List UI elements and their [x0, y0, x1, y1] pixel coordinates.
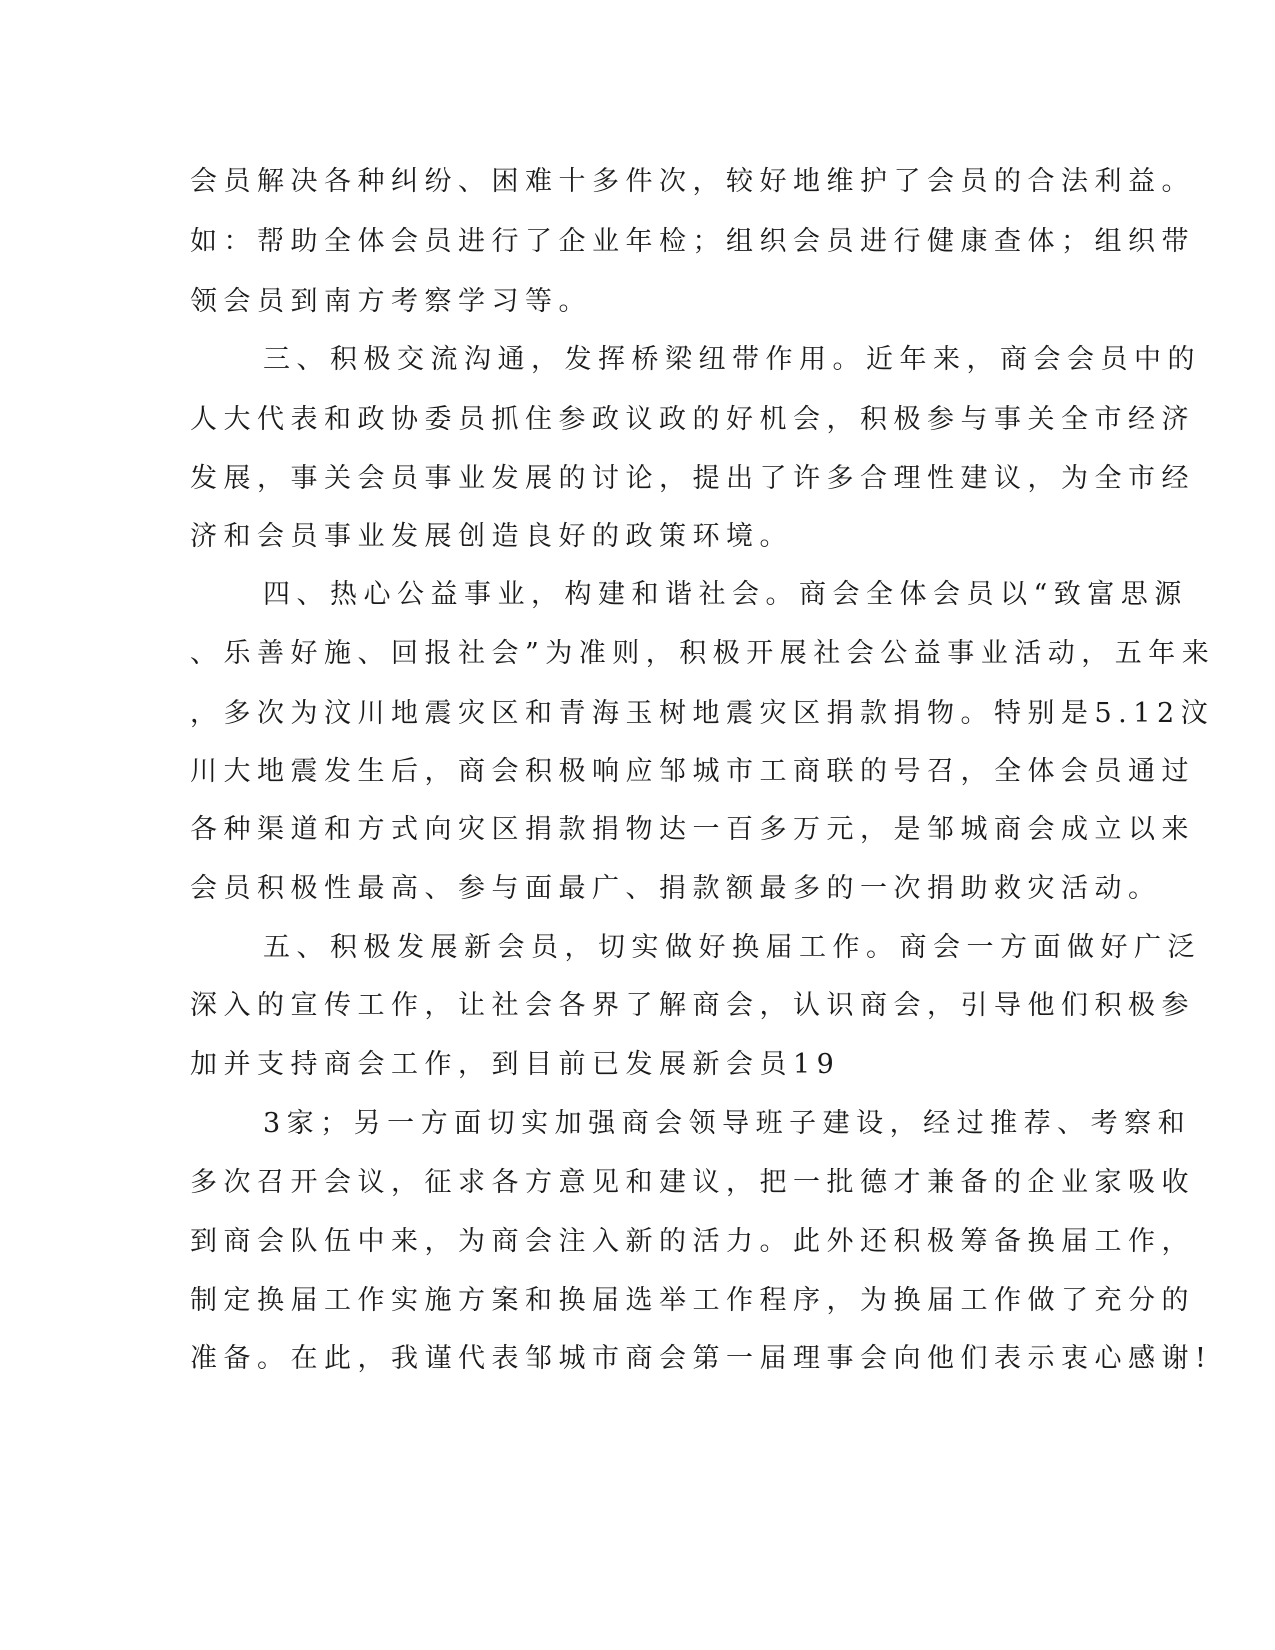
paragraph-5-start: 五、积极发展新会员，切实做好换届工作。商会一方面做好广泛 [263, 932, 1201, 963]
text-line: 多次召开会议，征求各方意见和建议，把一批德才兼备的企业家吸收 [190, 1167, 1195, 1198]
paragraph-3-start: 三、积极交流沟通，发挥桥梁纽带作用。近年来，商会会员中的 [263, 344, 1201, 375]
text-line: 、乐善好施、回报社会”为准则，积极开展社会公益事业活动，五年来 [190, 638, 1216, 669]
text-line: 济和会员事业发展创造良好的政策环境。 [190, 521, 793, 552]
text-line: 人大代表和政协委员抓住参政议政的好机会，积极参与事关全市经济 [190, 404, 1195, 435]
paragraph-4-start: 四、热心公益事业，构建和谐社会。商会全体会员以“致富思源 [263, 579, 1188, 610]
text-line: 深入的宣传工作，让社会各界了解商会，认识商会，引导他们积极参 [190, 990, 1195, 1021]
text-line: 加并支持商会工作，到目前已发展新会员19 [190, 1049, 841, 1080]
text-line: 会员积极性最高、参与面最广、捐款额最多的一次捐助救灾活动。 [190, 873, 1162, 904]
text-line: 到商会队伍中来，为商会注入新的活力。此外还积极筹备换届工作， [190, 1226, 1195, 1257]
text-line: 制定换届工作实施方案和换届选举工作程序，为换届工作做了充分的 [190, 1285, 1195, 1316]
text-line: 如：帮助全体会员进行了企业年检；组织会员进行健康查体；组织带 [190, 226, 1195, 257]
text-line: 川大地震发生后，商会积极响应邹城市工商联的号召，全体会员通过 [190, 756, 1195, 787]
text-line: 领会员到南方考察学习等。 [190, 286, 592, 317]
text-line: ，多次为汶川地震灾区和青海玉树地震灾区捐款捐物。特别是5.12汶 [190, 698, 1215, 729]
text-line: 会员解决各种纠纷、困难十多件次，较好地维护了会员的合法利益。 [190, 166, 1195, 197]
paragraph-6-start: 3家；另一方面切实加强商会领导班子建设，经过推荐、考察和 [263, 1108, 1192, 1139]
text-line: 发展，事关会员事业发展的讨论，提出了许多合理性建议，为全市经 [190, 463, 1195, 494]
text-line: 准备。在此，我谨代表邹城市商会第一届理事会向他们表示衷心感谢! [190, 1343, 1213, 1374]
text-line: 各种渠道和方式向灾区捐款捐物达一百多万元，是邹城商会成立以来 [190, 814, 1195, 845]
